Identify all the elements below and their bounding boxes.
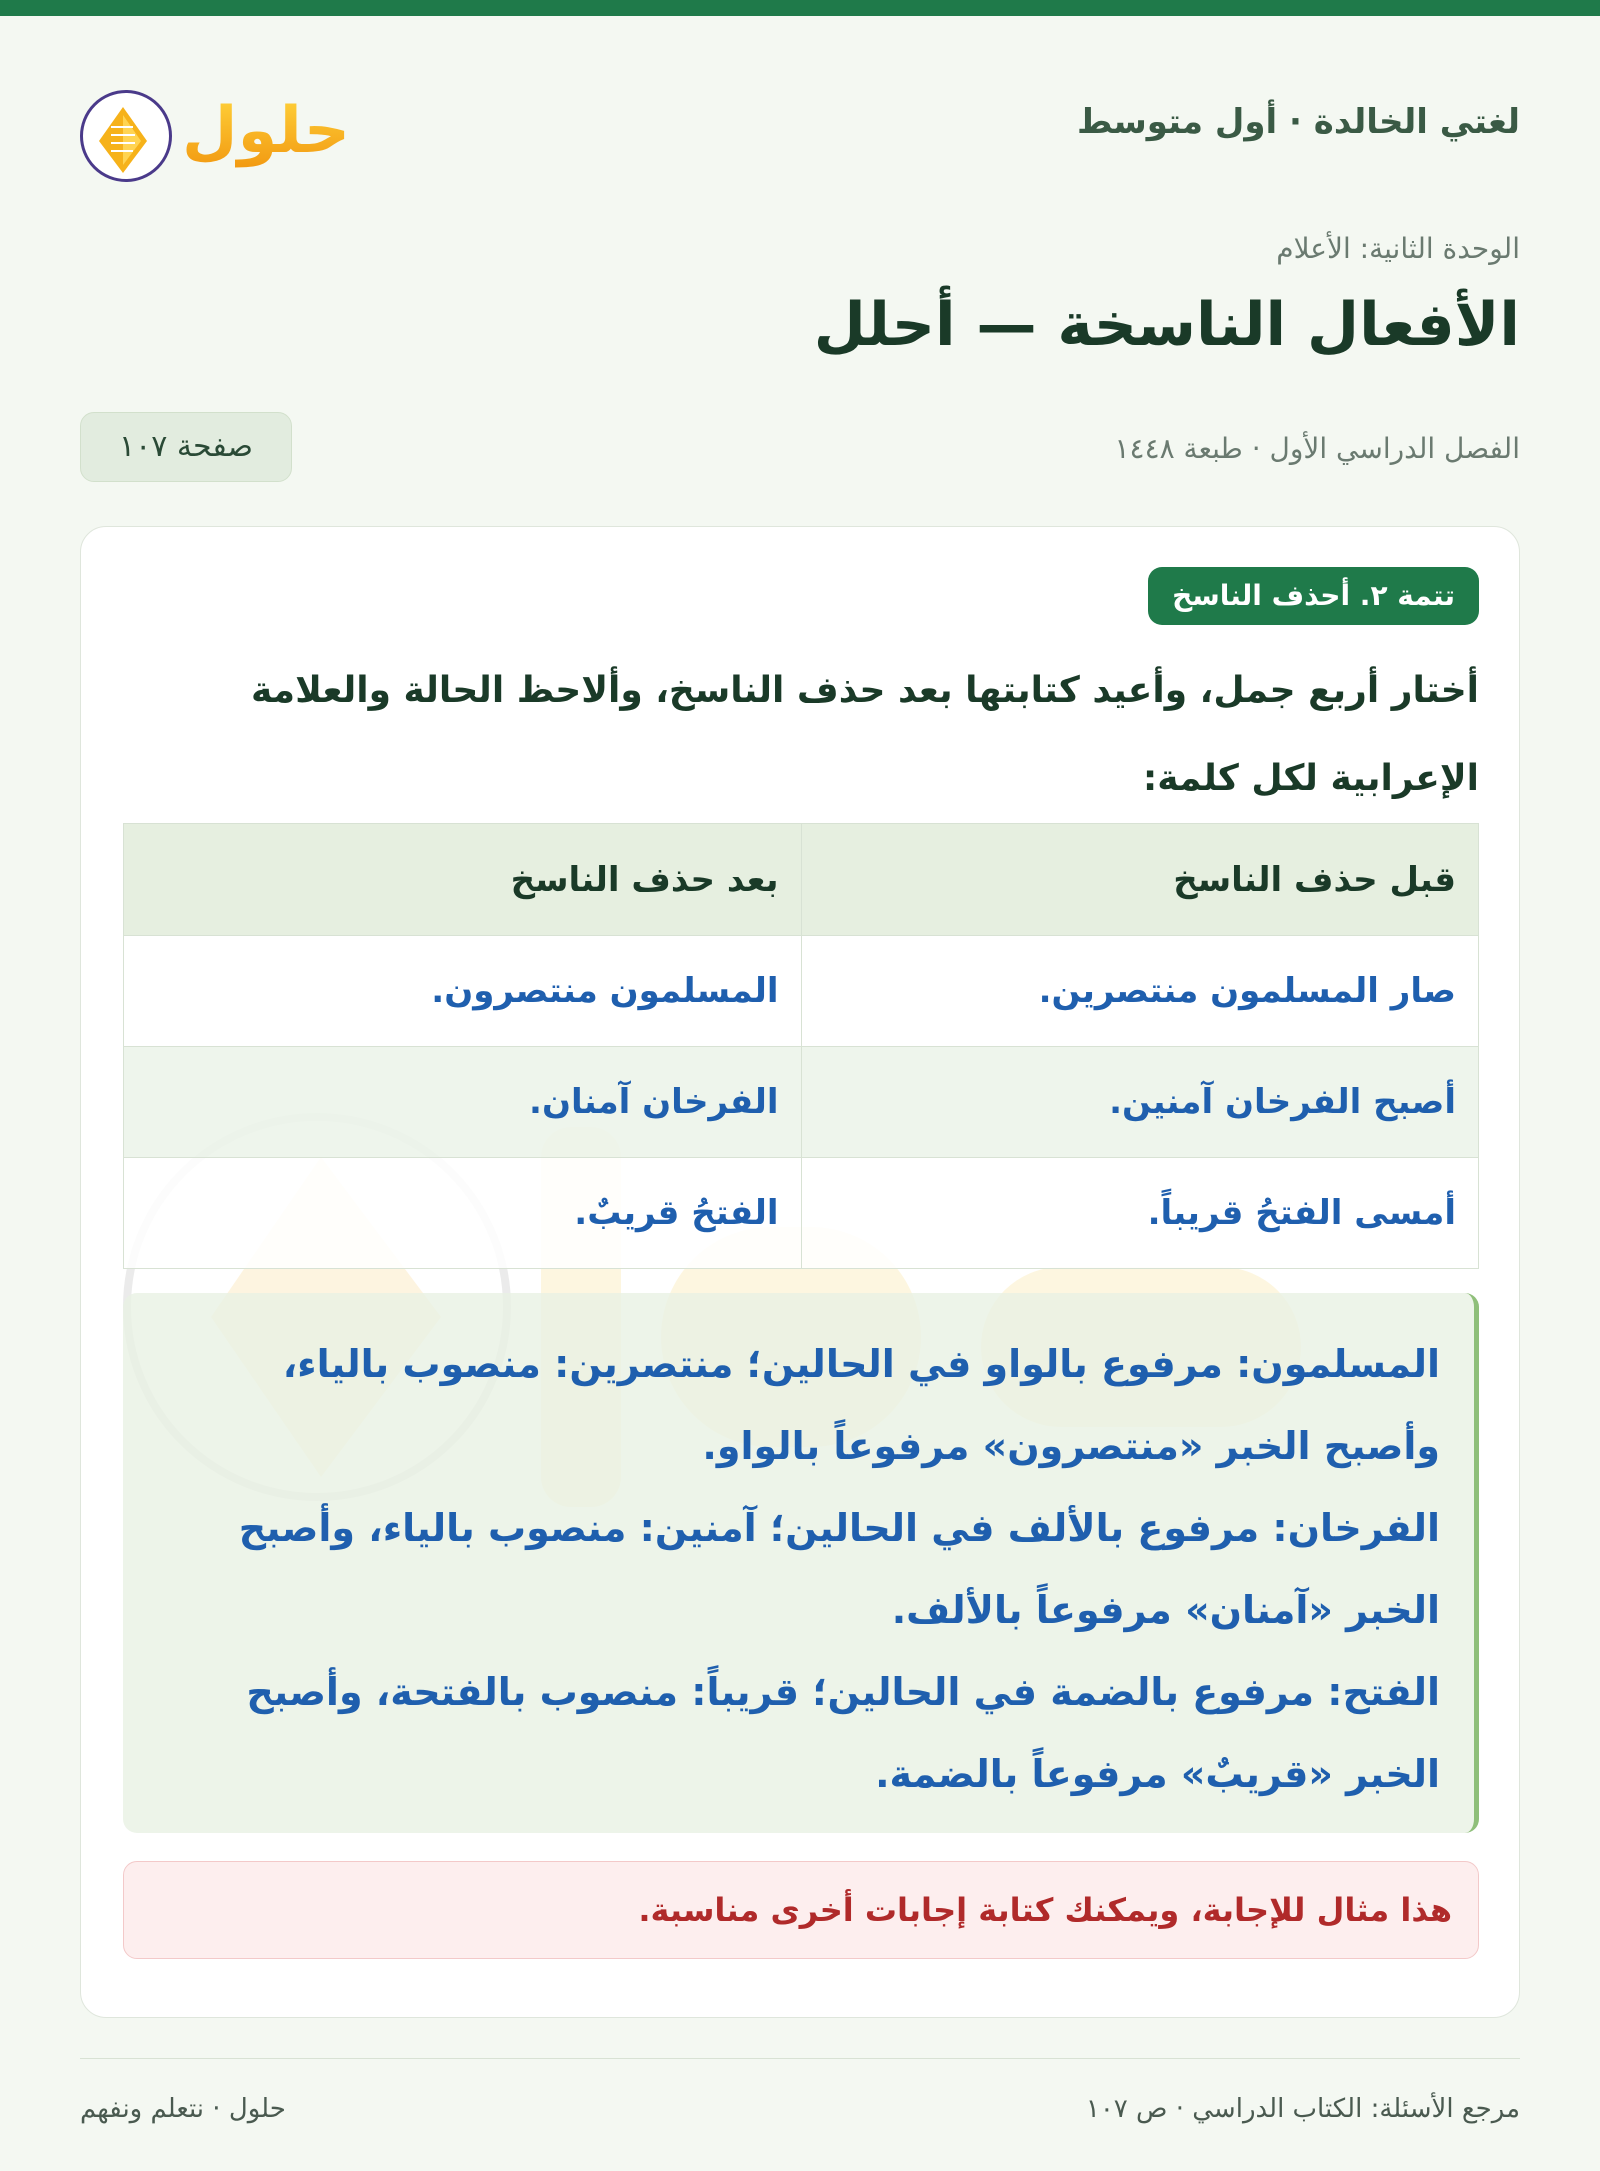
- note-line: الفتح: مرفوع بالضمة في الحالين؛ قريباً: منصوب بالفتحة، وأصبح: [246, 1670, 1440, 1714]
- table-cell-before: أمسى الفتحُ قريباً.: [801, 1158, 1479, 1269]
- note-line: المسلمون: مرفوع بالواو في الحالين؛ منتصرين: منصوب بالياء،: [282, 1342, 1440, 1386]
- note-line: الفرخان: مرفوع بالألف في الحالين؛ آمنين: منصوب بالياء، وأصبح: [238, 1506, 1440, 1550]
- semester-label: الفصل الدراسي الأول · طبعة ١٤٤٨: [1114, 432, 1520, 465]
- table-cell-before: أصبح الفرخان آمنين.: [801, 1047, 1479, 1158]
- book-title: لغتي الخالدة · أول متوسط: [1076, 102, 1520, 142]
- hulul-logo[interactable]: [80, 80, 360, 180]
- note-line: الخبر «قريبٌ» مرفوعاً بالضمة.: [875, 1752, 1440, 1796]
- answer-note-alert: هذا مثال للإجابة، ويمكنك كتابة إجابات أخرى مناسبة.: [123, 1861, 1479, 1959]
- table-row: [124, 1158, 1479, 1269]
- unit-label: الوحدة الثانية: الأعلام: [1276, 232, 1520, 265]
- book-icon: [80, 90, 172, 182]
- footer-brand[interactable]: حلول · نتعلم ونفهم: [80, 2094, 286, 2124]
- grammar-notes: [123, 1293, 1479, 1833]
- column-header-after: بعد حذف الناسخ: [124, 824, 802, 936]
- note-line: وأصبح الخبر «منتصرون» مرفوعاً بالواو.: [702, 1424, 1440, 1468]
- top-accent-bar: [0, 0, 1600, 16]
- table-cell-before: صار المسلمون منتصرين.: [801, 936, 1479, 1047]
- footer-reference: مرجع الأسئلة: الكتاب الدراسي · ص ١٠٧: [1085, 2094, 1520, 2124]
- question-text: أختار أربع جمل، وأعيد كتابتها بعد حذف الناسخ، وألاحظ الحالة والعلامة الإعرابية لكل كلمة:: [250, 670, 1479, 799]
- solution-card: [80, 526, 1520, 2018]
- table-cell-after: المسلمون منتصرون.: [124, 936, 802, 1047]
- table-header-row: [124, 824, 1479, 936]
- answer-table: [123, 823, 1479, 1269]
- table-row: [124, 936, 1479, 1047]
- svg-text:حلول: حلول: [182, 94, 350, 168]
- column-header-before: قبل حذف الناسخ: [801, 824, 1479, 936]
- note-line: الخبر «آمنان» مرفوعاً بالألف.: [891, 1588, 1440, 1632]
- page-header: [80, 80, 1520, 180]
- table-cell-after: الفرخان آمنان.: [124, 1047, 802, 1158]
- footer-divider: [80, 2058, 1520, 2059]
- table-cell-after: الفتحُ قريبٌ.: [124, 1158, 802, 1269]
- exercise-tag: تتمة ٢. أحذف الناسخ: [1148, 567, 1479, 625]
- page-number-badge: صفحة ١٠٧: [80, 412, 292, 482]
- table-row: [124, 1047, 1479, 1158]
- logo-wordmark: [176, 80, 356, 180]
- lesson-title: الأفعال الناسخة — أحلل: [813, 290, 1520, 360]
